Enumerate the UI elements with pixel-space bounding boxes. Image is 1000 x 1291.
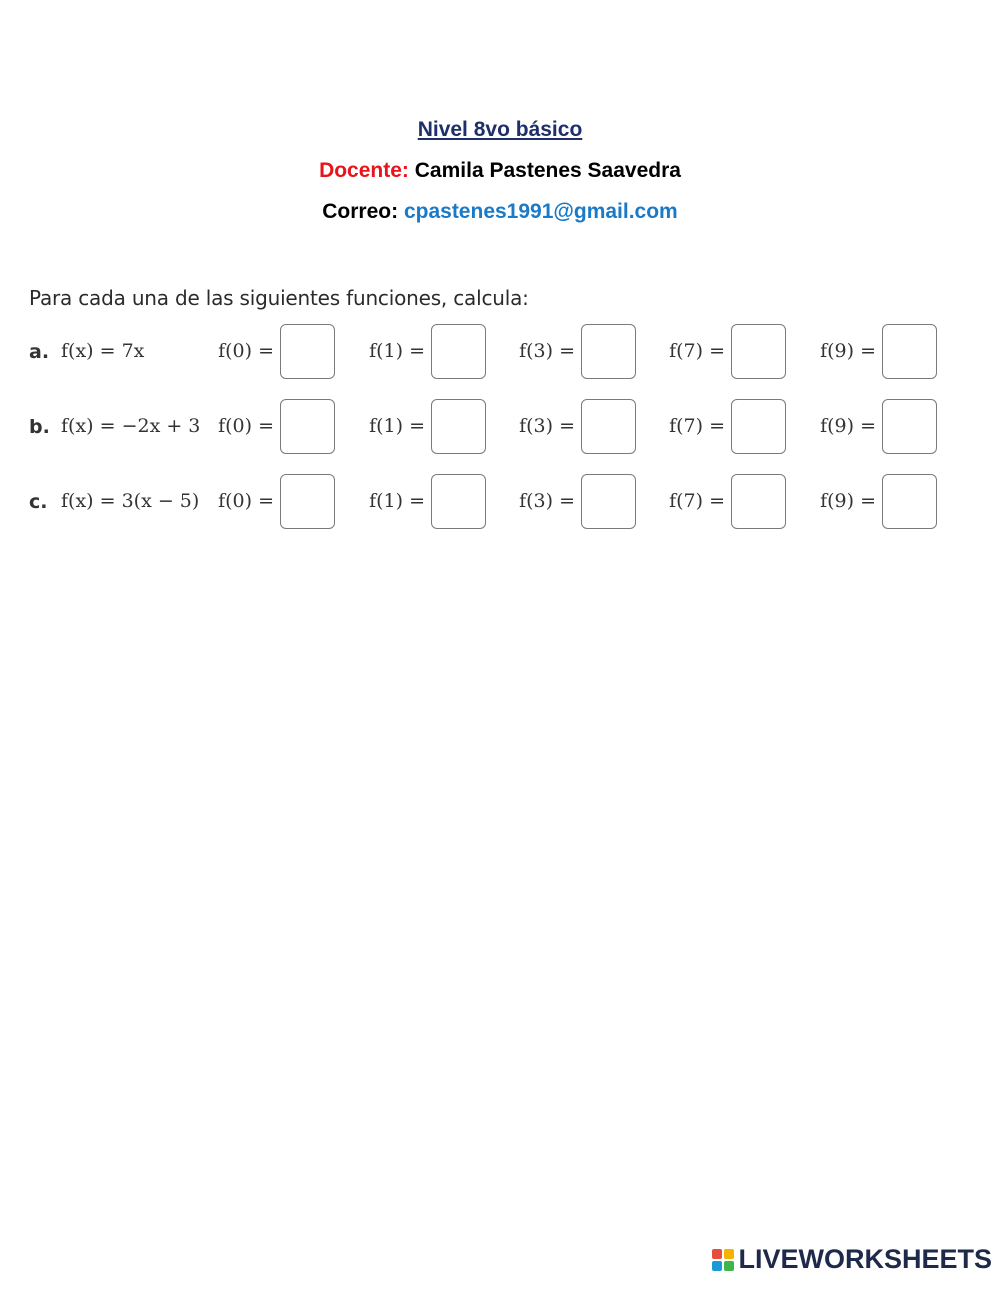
logo-mark-icon [712, 1249, 734, 1271]
instructions-text: Para cada una de las siguientes funciones, calcula: [29, 286, 529, 310]
answer-box-a-f1[interactable] [431, 324, 486, 379]
function-c: f(x) = 3(x − 5) [61, 490, 200, 512]
eval-label: f(0) = [218, 340, 274, 362]
teacher-name: Camila Pastenes Saavedra [414, 159, 681, 182]
email-label: Correo: [322, 200, 399, 223]
eval-label: f(9) = [820, 340, 876, 362]
eval-label: f(7) = [669, 490, 725, 512]
eval-label: f(1) = [369, 490, 425, 512]
function-a: f(x) = 7x [61, 340, 145, 362]
eval-label: f(7) = [669, 415, 725, 437]
answer-box-c-f0[interactable] [280, 474, 335, 529]
answer-box-b-f0[interactable] [280, 399, 335, 454]
logo-square [724, 1249, 734, 1259]
liveworksheets-logo [712, 1244, 992, 1275]
answer-box-b-f1[interactable] [431, 399, 486, 454]
row-label-c: c. [29, 491, 48, 513]
answer-box-c-f9[interactable] [882, 474, 937, 529]
logo-square [724, 1261, 734, 1271]
eval-label: f(3) = [519, 340, 575, 362]
row-label-b: b. [29, 416, 50, 438]
level-heading: Nivel 8vo básico [417, 118, 583, 141]
eval-label: f(9) = [820, 415, 876, 437]
teacher-label: Docente: [319, 159, 409, 182]
eval-label: f(7) = [669, 340, 725, 362]
answer-box-b-f7[interactable] [731, 399, 786, 454]
eval-label: f(1) = [369, 340, 425, 362]
function-b: f(x) = −2x + 3 [61, 415, 201, 437]
email-value: cpastenes1991@gmail.com [403, 200, 678, 223]
answer-box-a-f9[interactable] [882, 324, 937, 379]
logo-square [712, 1249, 722, 1259]
eval-label: f(0) = [218, 415, 274, 437]
answer-box-b-f9[interactable] [882, 399, 937, 454]
answer-box-c-f7[interactable] [731, 474, 786, 529]
answer-box-b-f3[interactable] [581, 399, 636, 454]
eval-label: f(9) = [820, 490, 876, 512]
eval-label: f(3) = [519, 415, 575, 437]
answer-box-c-f1[interactable] [431, 474, 486, 529]
teacher-line [0, 158, 1000, 184]
answer-box-a-f7[interactable] [731, 324, 786, 379]
answer-box-a-f3[interactable] [581, 324, 636, 379]
row-label-a: a. [29, 341, 50, 363]
answer-box-a-f0[interactable] [280, 324, 335, 379]
eval-label: f(0) = [218, 490, 274, 512]
answer-box-c-f3[interactable] [581, 474, 636, 529]
logo-square [712, 1261, 722, 1271]
eval-label: f(3) = [519, 490, 575, 512]
logo-text: LIVEWORKSHEETS [738, 1244, 992, 1274]
email-line [0, 199, 1000, 225]
eval-label: f(1) = [369, 415, 425, 437]
